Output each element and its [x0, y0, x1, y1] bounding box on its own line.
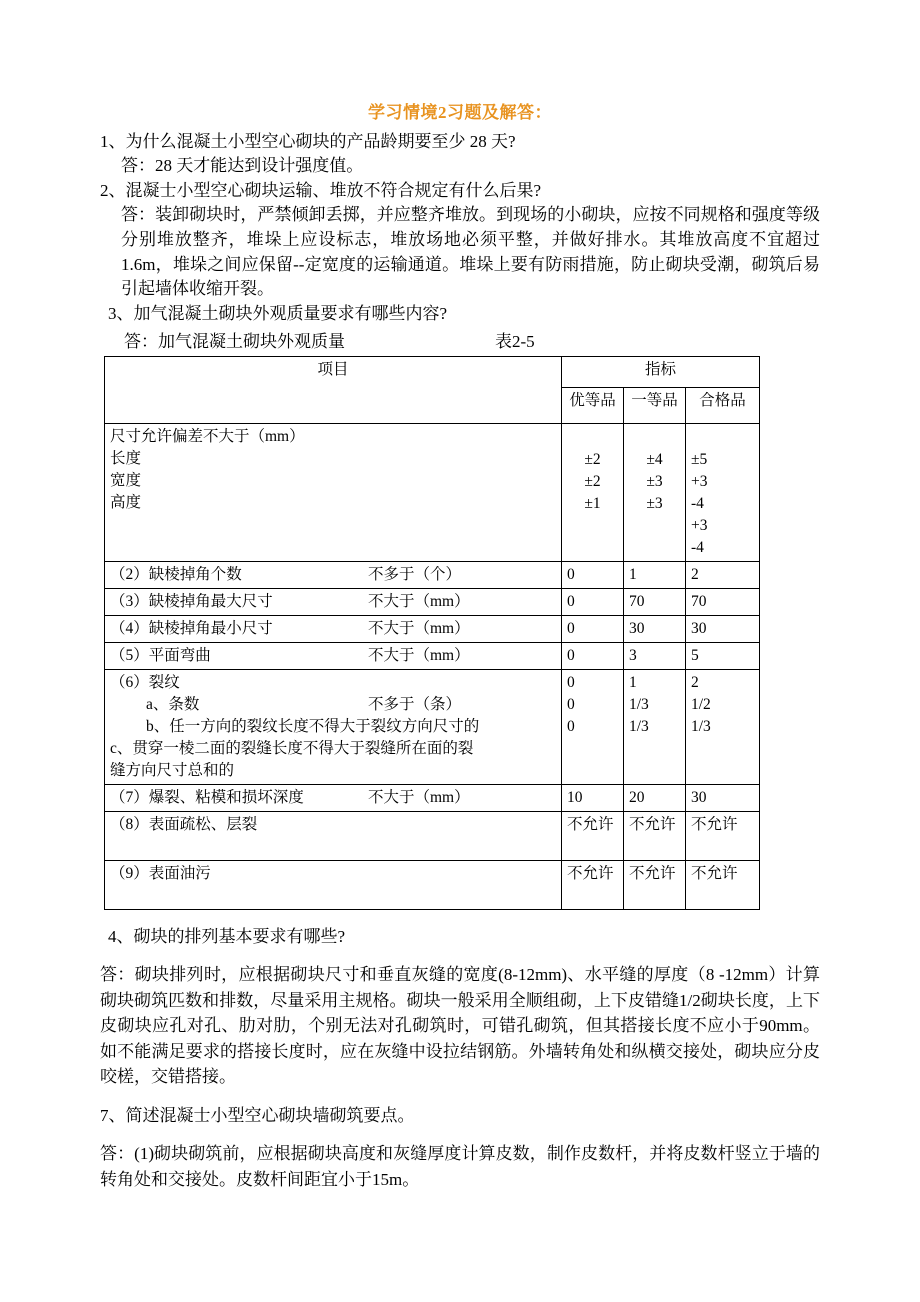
row-7-qualifier: 不大于（mm） [368, 788, 470, 806]
row-dimension-v1 [562, 424, 624, 561]
row-5-qualifier: 不大于（mm） [368, 646, 470, 664]
crack-c-text-1: c、贯穿一棱二面的裂缝长度不得大于裂缝所在面的裂 [110, 739, 474, 757]
header-item: 项目 [105, 357, 562, 424]
row-2-v2: 1 [624, 561, 686, 588]
table-row [105, 860, 760, 909]
dim-v3-l1: ±5 [691, 450, 708, 468]
dim-v2-width: ±3 [646, 472, 663, 490]
question-2: 2、混凝士小型空心砌块运输、堆放不符合规定有什么后果? [100, 180, 542, 200]
table-row [105, 642, 760, 669]
crack-v1-2: 0 [567, 695, 575, 713]
dim-line-length: 长度 [110, 450, 142, 468]
dim-v3-l3: -4 [691, 494, 704, 512]
table-header-row-1 [105, 357, 760, 388]
header-grade-excellent: 优等品 [562, 388, 624, 424]
row-2-name: （2）缺棱掉角个数 [110, 565, 242, 583]
question-7: 7、简述混凝士小型空心砌块墙砌筑要点。 [100, 1105, 415, 1125]
question-4: 4、砌块的排列基本要求有哪些? [108, 926, 346, 946]
row-3-name: （3）缺棱掉角最大尺寸 [110, 592, 273, 610]
crack-v3-3: 1/3 [691, 717, 711, 735]
row-8-v1: 不允许 [562, 811, 624, 860]
row-4-name: （4）缺棱掉角最小尺寸 [110, 619, 273, 637]
question-3: 3、加气混凝土砌块外观质量要求有哪些内容? [108, 303, 448, 323]
crack-b-text: b、任一方向的裂纹长度不得大于裂纹方向尺寸的 [146, 717, 480, 735]
row-3-qualifier: 不大于（mm） [368, 592, 470, 610]
crack-a-qualifier: 不多于（条） [368, 695, 462, 713]
question-1: 1、为什么混凝土小型空心砌块的产品龄期要至少 28 天? [100, 131, 516, 151]
crack-a-text: a、条数 [146, 695, 200, 713]
dim-v2-length: ±4 [646, 450, 663, 468]
row-crack-v2 [624, 669, 686, 784]
crack-line-b [110, 716, 556, 738]
row-5-label [105, 642, 562, 669]
table-row [105, 784, 760, 811]
tail-section [100, 924, 820, 1193]
row-2-v3: 2 [686, 561, 760, 588]
header-grade-first: 一等品 [624, 388, 686, 424]
row-3-v1: 0 [562, 588, 624, 615]
row-5-name: （5）平面弯曲 [110, 646, 211, 664]
table-row [105, 811, 760, 860]
row-7-v3: 30 [686, 784, 760, 811]
crack-title: （6）裂纹 [110, 673, 180, 691]
table-row [105, 561, 760, 588]
dim-v1-height: ±1 [584, 494, 601, 512]
row-4-v2: 30 [624, 615, 686, 642]
table-caption [100, 329, 820, 355]
table-number: 表2-5 [495, 331, 535, 351]
header-grade-qualified: 合格品 [686, 388, 760, 424]
dim-v1-length: ±2 [584, 450, 601, 468]
row-4-v3: 30 [686, 615, 760, 642]
dim-line-height: 高度 [110, 494, 142, 512]
row-3-v2: 70 [624, 588, 686, 615]
table-row [105, 424, 760, 561]
row-4-qualifier: 不大于（mm） [368, 619, 470, 637]
row-7-v1: 10 [562, 784, 624, 811]
row-4-label [105, 615, 562, 642]
page-title: 学习情境2习题及解答： [368, 103, 552, 122]
row-8-v3: 不允许 [686, 811, 760, 860]
crack-v1-1: 0 [567, 673, 575, 691]
table-caption-text: 答：加气混凝土砌块外观质量 [124, 331, 345, 351]
header-indicator: 指标 [562, 357, 760, 388]
crack-v1-3: 0 [567, 717, 575, 735]
row-8-label: （8）表面疏松、层裂 [105, 811, 562, 860]
answer-2: 答：装卸砌块时，严禁倾卸丢掷，并应整齐堆放。到现场的小砌块，应按不同规格和强度等级分别堆放整齐，堆垛上应设标志，堆放场地必须平整，并做好排水。其堆放高度不宜超过 1.6m，堆垛之间应保留--定宽度的运输通道。堆垛上要有防雨措施，防止砌块受潮，砌筑后易引起墙体收缩开裂。 [121, 205, 820, 299]
row-dimension-tolerance-label [105, 424, 562, 561]
table-row [105, 669, 760, 784]
row-9-label: （9）表面油污 [105, 860, 562, 909]
table-row [105, 615, 760, 642]
crack-v3-1: 2 [691, 673, 699, 691]
row-7-name: （7）爆裂、粘模和损坏深度 [110, 788, 304, 806]
dim-v2-height: ±3 [646, 494, 663, 512]
row-3-v3: 70 [686, 588, 760, 615]
row-dimension-v2 [624, 424, 686, 561]
appearance-quality-table [104, 356, 760, 909]
row-dimension-v3 [686, 424, 760, 561]
dim-line-title: 尺寸允许偏差不大于（mm） [110, 428, 305, 446]
row-2-v1: 0 [562, 561, 624, 588]
row-5-v3: 5 [686, 642, 760, 669]
row-7-v2: 20 [624, 784, 686, 811]
row-9-v1: 不允许 [562, 860, 624, 909]
dim-line-width: 宽度 [110, 472, 142, 490]
row-2-qualifier: 不多于（个） [368, 565, 462, 583]
dim-v3-l5: -4 [691, 538, 704, 556]
dim-v3-l2: +3 [691, 472, 708, 490]
table-row [105, 588, 760, 615]
row-5-v1: 0 [562, 642, 624, 669]
row-8-v2: 不允许 [624, 811, 686, 860]
crack-v2-3: 1/3 [629, 717, 649, 735]
answer-1: 答：28 天才能达到设计强度值。 [121, 156, 364, 176]
dim-v1-width: ±2 [584, 472, 601, 490]
row-crack-label [105, 669, 562, 784]
crack-line-a [110, 694, 556, 716]
row-4-v1: 0 [562, 615, 624, 642]
row-5-v2: 3 [624, 642, 686, 669]
dim-v3-l4: +3 [691, 516, 708, 534]
answer-4: 答：砌块排列时，应根据砌块尺寸和垂直灰缝的宽度(8-12mm)、水平缝的厚度（8 -12mm）计算砌块砌筑匹数和排数，尽量采用主规格。砌块一般采用全顺组砌，上下皮错缝1/2砌块长度，上下皮砌块应孔对孔、肋对肋，个别无法对孔砌筑时，可错孔砌筑，但其搭接长度不应小于90mm。如不能满足要求的搭接长度时，应在灰缝中设拉结钢筋。外墙转角处和纵横交接处，砌块应分皮咬槎，交错搭接。 [100, 965, 820, 1087]
row-2-label [105, 561, 562, 588]
crack-v2-1: 1 [629, 673, 637, 691]
row-7-label [105, 784, 562, 811]
crack-v2-2: 1/3 [629, 695, 649, 713]
row-9-v2: 不允许 [624, 860, 686, 909]
crack-c-text-2: 缝方向尺寸总和的 [110, 761, 235, 779]
crack-v3-2: 1/2 [691, 695, 711, 713]
row-9-v3: 不允许 [686, 860, 760, 909]
row-crack-v1 [562, 669, 624, 784]
row-crack-v3 [686, 669, 760, 784]
row-3-label [105, 588, 562, 615]
answer-7: 答：(1)砌块砌筑前，应根据砌块高度和灰缝厚度计算皮数，制作皮数杆，并将皮数杆竖立于墙的转角处和交接处。皮数杆间距宜小于15m。 [100, 1144, 820, 1189]
